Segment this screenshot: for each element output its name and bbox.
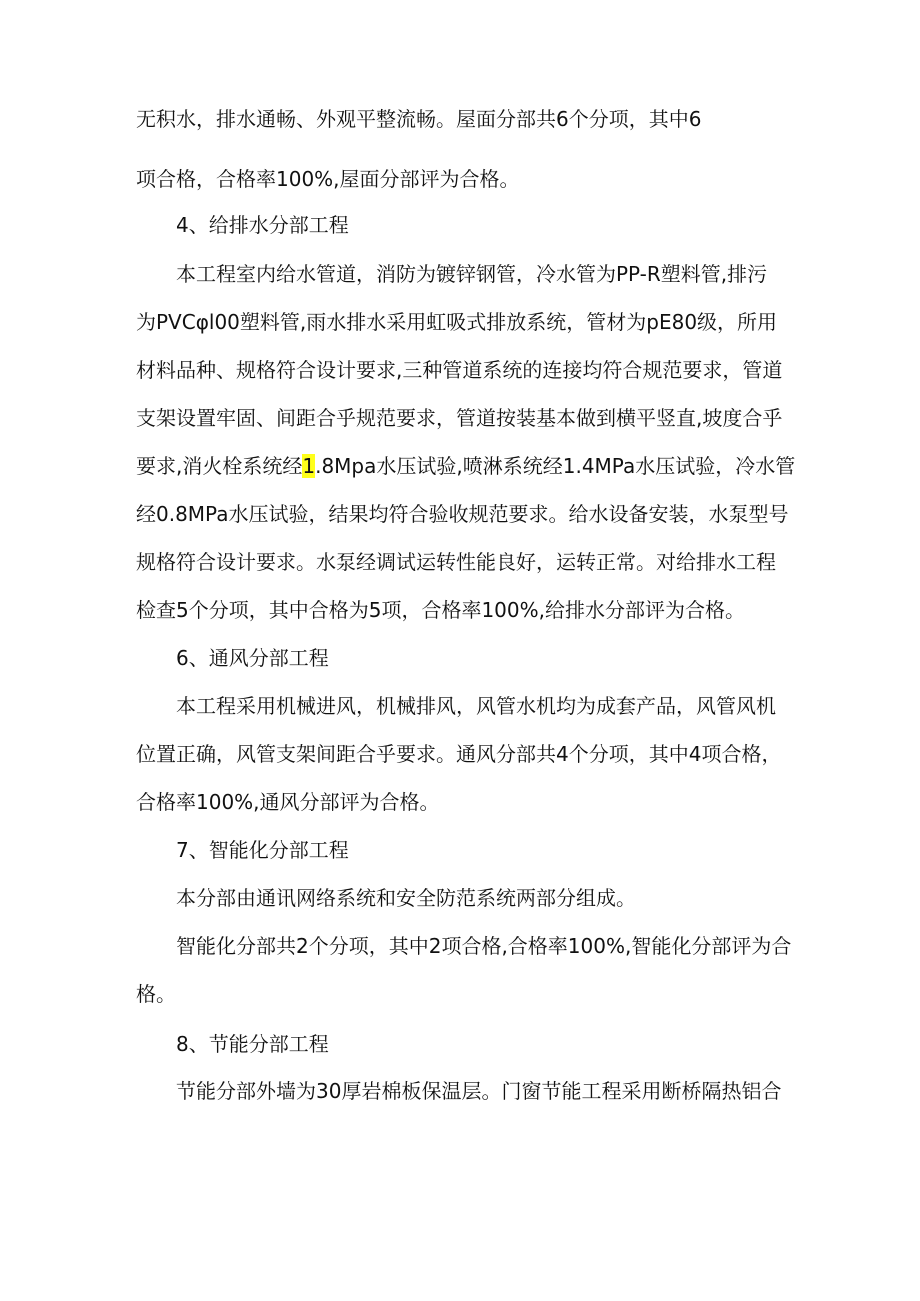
paragraph-line: 为PVCφl00塑料管,雨水排水采用虹吸式排放系统，管材为pE80级，所用 (136, 310, 778, 334)
paragraph-line: 智能化分部共2个分项，其中2项合格,合格率100%,智能化分部评为合 (176, 934, 792, 958)
paragraph-line: 材料品种、规格符合设计要求,三种管道系统的连接均符合规范要求，管道 (136, 358, 783, 382)
paragraph-text: 要求,消火栓系统经 (136, 454, 303, 478)
paragraph-line: 无积水，排水通畅、外观平整流畅。屋面分部共6个分项，其中6 (136, 107, 702, 131)
paragraph-line: 项合格，合格率100%,屋面分部评为合格。 (136, 167, 520, 191)
paragraph-line: 本工程采用机械进风，机械排风，风管水机均为成套产品，风管风机 (176, 694, 776, 718)
paragraph-line (136, 452, 796, 480)
paragraph-line: 规格符合设计要求。水泵经调试运转性能良好，运转正常。对给排水工程 (136, 550, 776, 574)
paragraph-line: 支架设置牢固、间距合乎规范要求，管道按装基本做到横平竖直,坡度合乎 (136, 406, 783, 430)
paragraph-line: 位置正确，风管支架间距合乎要求。通风分部共4个分项，其中4项合格， (136, 742, 782, 766)
section-heading: 7、智能化分部工程 (176, 838, 349, 862)
section-heading: 4、给排水分部工程 (176, 213, 349, 237)
paragraph-line: 节能分部外墙为30厚岩棉板保温层。门窗节能工程采用断桥隔热铝合 (176, 1079, 782, 1103)
paragraph-line: 本工程室内给水管道，消防为镀锌钢管，冷水管为PP-R塑料管,排污 (176, 262, 768, 286)
paragraph-line: 经0.8MPa水压试验，结果均符合验收规范要求。给水设备安装，水泵型号 (136, 502, 789, 526)
paragraph-line: 合格率100%,通风分部评为合格。 (136, 790, 440, 814)
paragraph-line: 格。 (136, 982, 176, 1006)
paragraph-text: .8Mpa水压试验,喷淋系统经1.4MPa水压试验，冷水管 (315, 454, 796, 478)
highlighted-text: 1 (302, 454, 316, 478)
section-heading: 6、通风分部工程 (176, 646, 329, 670)
paragraph-line: 检查5个分项，其中合格为5项，合格率100%,给排水分部评为合格。 (136, 598, 745, 622)
paragraph-line: 本分部由通讯网络系统和安全防范系统两部分组成。 (176, 886, 636, 910)
section-heading: 8、节能分部工程 (176, 1032, 329, 1056)
